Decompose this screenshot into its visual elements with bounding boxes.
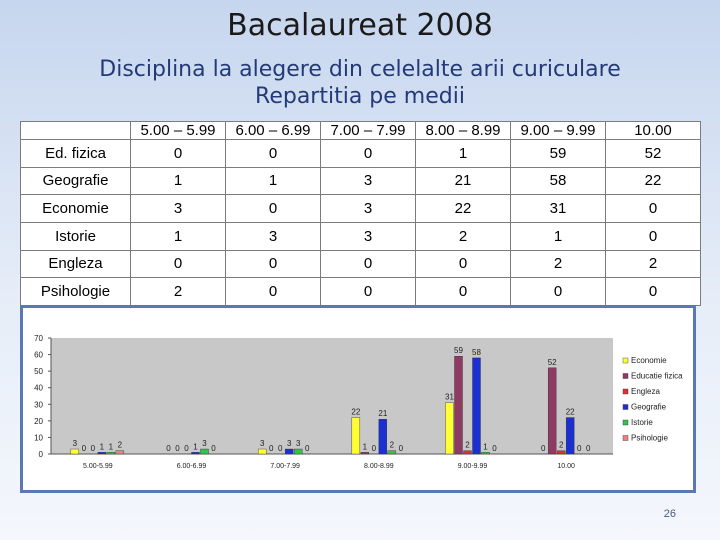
column-header: 9.00 – 9.99 bbox=[511, 122, 606, 140]
table-cell: 0 bbox=[226, 250, 321, 278]
y-tick-label: 60 bbox=[34, 350, 43, 360]
y-tick-label: 30 bbox=[34, 400, 43, 410]
bar bbox=[98, 452, 106, 454]
table-cell: 2 bbox=[606, 250, 701, 278]
row-label: Psihologie bbox=[21, 278, 131, 306]
table-cell: 22 bbox=[416, 195, 511, 223]
table-cell: 0 bbox=[226, 140, 321, 168]
table-row bbox=[21, 140, 701, 168]
table-cell: 1 bbox=[226, 167, 321, 195]
y-tick-label: 40 bbox=[34, 383, 43, 393]
row-label: Economie bbox=[21, 195, 131, 223]
bar bbox=[455, 356, 463, 454]
data-label: 2 bbox=[117, 440, 123, 450]
table-cell: 0 bbox=[321, 250, 416, 278]
x-tick-label: 6.00-6.99 bbox=[176, 463, 207, 470]
bar bbox=[294, 449, 302, 454]
data-label: 22 bbox=[565, 407, 575, 417]
x-tick-label: 10.00 bbox=[557, 463, 575, 470]
table-row bbox=[21, 278, 701, 306]
table-row bbox=[21, 250, 701, 278]
table-cell: 59 bbox=[511, 140, 606, 168]
data-label: 0 bbox=[268, 444, 274, 453]
data-label: 0 bbox=[175, 444, 180, 453]
data-label: 0 bbox=[492, 444, 497, 453]
data-label: 0 bbox=[90, 444, 96, 453]
table-cell: 0 bbox=[321, 278, 416, 306]
table-cell: 31 bbox=[511, 195, 606, 223]
row-label: Engleza bbox=[21, 250, 131, 278]
data-label: 0 bbox=[184, 444, 189, 453]
data-label: 59 bbox=[454, 346, 463, 356]
column-header: 10.00 bbox=[606, 122, 701, 140]
table-cell: 22 bbox=[606, 167, 701, 195]
legend-swatch bbox=[623, 389, 628, 394]
table-cell: 0 bbox=[606, 195, 701, 223]
bar bbox=[352, 418, 360, 454]
x-tick-label: 8.00-8.99 bbox=[364, 463, 394, 470]
bar bbox=[258, 449, 266, 454]
table-cell: 52 bbox=[606, 140, 701, 168]
table-cell: 0 bbox=[416, 278, 511, 306]
data-label: 0 bbox=[540, 444, 546, 453]
data-label: 0 bbox=[371, 444, 377, 453]
y-tick-label: 10 bbox=[34, 433, 43, 443]
subtitle-line-2: Repartitia pe medii bbox=[255, 84, 465, 109]
data-label: 1 bbox=[483, 442, 488, 452]
table-cell: 1 bbox=[511, 222, 606, 250]
y-tick-label: 0 bbox=[38, 450, 43, 459]
table-cell: 2 bbox=[131, 278, 226, 306]
page-number: 26 bbox=[663, 508, 676, 520]
table-cell: 2 bbox=[511, 250, 606, 278]
data-label: 3 bbox=[72, 439, 78, 449]
bar bbox=[388, 451, 396, 454]
legend-label: Educatie fizica bbox=[631, 371, 683, 381]
y-tick-label: 70 bbox=[34, 334, 43, 343]
grades-table bbox=[20, 121, 701, 306]
slide-title: Bacalaureat 2008 bbox=[227, 8, 493, 43]
data-label: 22 bbox=[351, 407, 361, 417]
table-cell: 0 bbox=[416, 250, 511, 278]
bar bbox=[192, 452, 200, 454]
x-tick-label: 9.00-9.99 bbox=[457, 463, 488, 470]
y-tick-label: 20 bbox=[34, 416, 43, 426]
x-tick-label: 5.00-5.99 bbox=[83, 463, 113, 470]
data-label: 0 bbox=[576, 444, 582, 453]
table-cell: 2 bbox=[416, 222, 511, 250]
data-label: 21 bbox=[378, 409, 388, 419]
row-label: Ed. fizica bbox=[21, 140, 131, 168]
table-cell: 3 bbox=[321, 167, 416, 195]
legend-swatch bbox=[623, 420, 628, 425]
column-header: 7.00 – 7.99 bbox=[321, 122, 416, 140]
bar bbox=[446, 403, 454, 454]
bar bbox=[473, 358, 481, 454]
data-label: 2 bbox=[465, 440, 470, 450]
data-label: 3 bbox=[286, 439, 292, 449]
data-label: 1 bbox=[362, 442, 368, 452]
bar bbox=[548, 368, 556, 454]
table-cell: 0 bbox=[131, 140, 226, 168]
legend-label: Economie bbox=[631, 356, 667, 365]
table-cell: 0 bbox=[226, 278, 321, 306]
bar bbox=[201, 449, 209, 454]
column-header: 6.00 – 6.99 bbox=[226, 122, 321, 140]
bar bbox=[379, 419, 387, 454]
table-cell: 0 bbox=[226, 195, 321, 223]
table-row bbox=[21, 195, 701, 223]
table-cell: 3 bbox=[226, 222, 321, 250]
data-label: 2 bbox=[389, 440, 395, 450]
row-label: Istorie bbox=[21, 222, 131, 250]
data-label: 52 bbox=[547, 357, 557, 367]
bar bbox=[464, 451, 472, 454]
data-label: 0 bbox=[585, 444, 591, 453]
table-row bbox=[21, 222, 701, 250]
data-label: 31 bbox=[445, 392, 454, 402]
legend-swatch bbox=[623, 405, 628, 410]
bar-chart bbox=[23, 308, 693, 490]
table-cell: 0 bbox=[321, 140, 416, 168]
table-cell: 0 bbox=[606, 222, 701, 250]
data-label: 0 bbox=[398, 444, 404, 453]
legend-swatch bbox=[623, 436, 628, 441]
legend-label: Geografie bbox=[631, 402, 667, 412]
data-label: 0 bbox=[277, 444, 283, 453]
bar bbox=[557, 451, 565, 454]
subtitle-line-1: Disciplina la alegere din celelalte arii curiculare bbox=[99, 57, 621, 82]
data-label: 2 bbox=[558, 440, 564, 450]
bar bbox=[566, 418, 574, 454]
data-label: 1 bbox=[193, 442, 198, 452]
legend-swatch bbox=[623, 374, 628, 379]
x-tick-label: 7.00-7.99 bbox=[270, 463, 300, 470]
table-cell: 3 bbox=[131, 195, 226, 223]
data-label: 0 bbox=[304, 444, 310, 453]
bar bbox=[116, 451, 124, 454]
data-label: 3 bbox=[259, 439, 265, 449]
chart-panel bbox=[20, 305, 696, 493]
bar bbox=[107, 452, 115, 454]
legend-label: Psihologie bbox=[631, 433, 668, 443]
table-cell: 1 bbox=[131, 222, 226, 250]
table-corner bbox=[21, 122, 131, 140]
data-label: 1 bbox=[108, 442, 114, 452]
table-row bbox=[21, 167, 701, 195]
column-header: 5.00 – 5.99 bbox=[131, 122, 226, 140]
data-label: 58 bbox=[472, 347, 481, 357]
table-cell: 3 bbox=[321, 195, 416, 223]
table-cell: 1 bbox=[416, 140, 511, 168]
column-header: 8.00 – 8.99 bbox=[416, 122, 511, 140]
data-label: 3 bbox=[295, 439, 301, 449]
data-label: 0 bbox=[81, 444, 87, 453]
table-cell: 21 bbox=[416, 167, 511, 195]
table-header-row bbox=[21, 122, 701, 140]
legend-label: Engleza bbox=[631, 387, 660, 396]
slide-subtitle bbox=[0, 56, 720, 110]
data-label: 0 bbox=[166, 444, 171, 453]
table-cell: 3 bbox=[321, 222, 416, 250]
legend-label: Istorie bbox=[631, 418, 653, 427]
table-cell: 58 bbox=[511, 167, 606, 195]
table-cell: 0 bbox=[511, 278, 606, 306]
data-label: 0 bbox=[211, 444, 216, 453]
plot-area bbox=[51, 338, 613, 454]
data-label: 1 bbox=[99, 442, 105, 452]
bar bbox=[361, 452, 369, 454]
legend-swatch bbox=[623, 358, 628, 363]
row-label: Geografie bbox=[21, 167, 131, 195]
table-cell: 1 bbox=[131, 167, 226, 195]
table-cell: 0 bbox=[131, 250, 226, 278]
data-label: 3 bbox=[202, 439, 207, 449]
bar bbox=[71, 449, 79, 454]
table-cell: 0 bbox=[606, 278, 701, 306]
y-tick-label: 50 bbox=[34, 367, 43, 377]
bar bbox=[285, 449, 293, 454]
bar bbox=[482, 452, 490, 454]
